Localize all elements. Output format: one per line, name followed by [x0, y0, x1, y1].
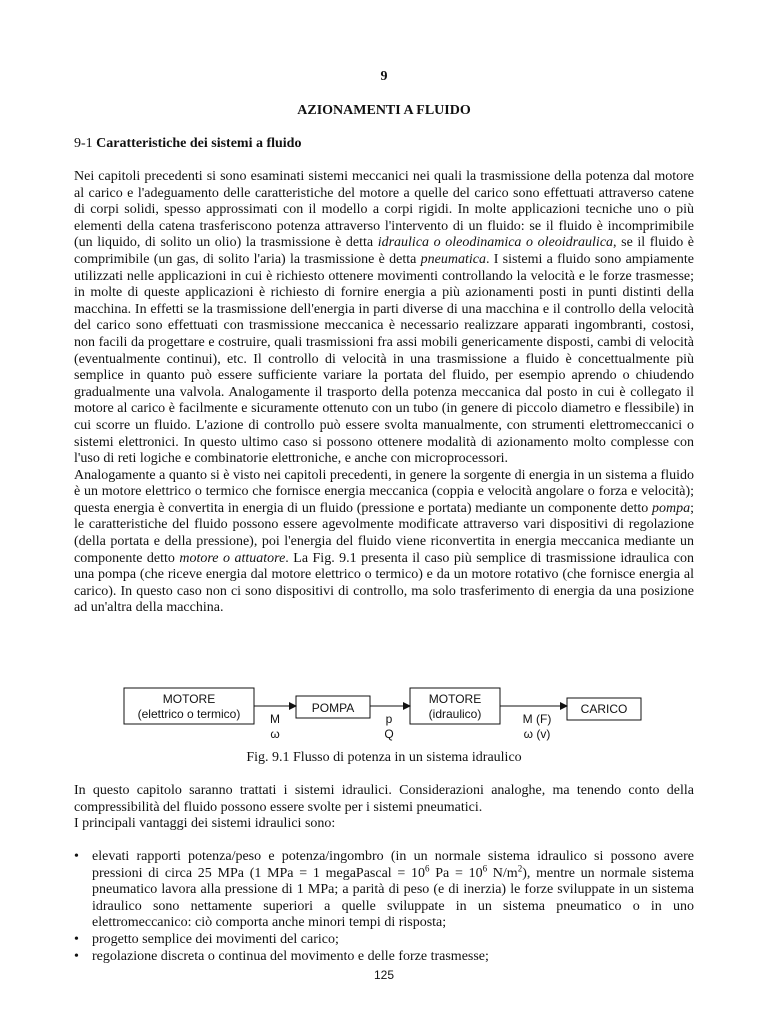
label-flow-rate: Q [384, 727, 394, 741]
text-run: Pa = 10 [429, 865, 483, 881]
figure-caption: Fig. 9.1 Flusso di potenza in un sistema idraulico [246, 750, 522, 765]
section-title: Caratteristiche dei sistemi a fluido [96, 136, 302, 151]
superscript: 6 [425, 862, 430, 873]
text-run: regolazione discreta o continua del movimento e delle forze trasmesse; [92, 948, 489, 964]
text-run: I principali vantaggi dei sistemi idraulici sono: [74, 816, 336, 832]
bullet-symbol: • [74, 948, 79, 964]
paragraph-chapter-scope [74, 783, 694, 833]
chapter-number: 9 [380, 69, 388, 84]
text-run-italic: pompa [651, 500, 691, 516]
list-item [74, 849, 694, 932]
text-run: elevati rapporti potenza/peso e potenza/ingombro (in un normale sistema idraulico si possono avere pressioni di circa 25 MPa (1 MPa = 1 megaPascal = 10 [92, 849, 694, 881]
box-electric-motor-subtitle: (elettrico o termico) [137, 707, 241, 721]
text-run: . La Fig. 9.1 presenta il caso più semplice di trasmissione idraulica con una pompa (che riceve energia dal motore elettrico o termico) e da un motore rotativo (che fornisce energia al carico). In questo caso non ci sono dispositivi di controllo, ma solo trasferimento di energia da una posizione ad un'altra della macchina. [74, 550, 694, 616]
text-run: Analogamente a quanto si è visto nei capitoli precedenti, in genere la sorgente di energia in un sistema a fluido è un motore elettrico o termico che fornisce energia meccanica (coppia e velocità angolare o forza e velocità); questa energia è convertita in energia di un fluido (pressione e portata) mediante un componente detto [74, 467, 694, 516]
text-run: In questo capitolo saranno trattati i sistemi idraulici. Considerazioni analoghe, ma tenendo conto della compressibilità del fluido possono essere svolte per i sistemi pneumatici. [74, 783, 694, 815]
label-output-velocity: ω (v) [523, 727, 551, 741]
list-item [74, 949, 694, 966]
box-pump-label: POMPA [311, 701, 355, 715]
bullet-symbol: • [74, 849, 79, 864]
advantages-list [74, 849, 694, 965]
superscript: 2 [517, 862, 523, 873]
box-load-label: CARICO [580, 702, 628, 716]
box-hydraulic-motor-title: MOTORE [428, 692, 482, 706]
power-flow-diagram [0, 685, 768, 745]
text-run: progetto semplice dei movimenti del carico; [92, 931, 339, 947]
section-heading [74, 136, 301, 152]
text-run-italic: motore o attuatore [179, 550, 286, 566]
text-run: Nei capitoli precedenti si sono esaminati sistemi meccanici nei quali la trasmissione della potenza dal motore al carico e l'adeguamento delle caratteristiche del motore a quelle del carico sono effettuati attraverso catene di corpi solidi, spesso approssimati con il modello a corpi rigidi. In molte applicazioni tecniche uno o più elementi della catena trasferiscono potenza attraverso l'intervento di un fluido: se il fluido è incomprimibile (un liquido, di solito un olio) la trasmissione è detta [74, 169, 694, 251]
page-number: 125 [373, 968, 395, 982]
bullet-symbol: • [74, 931, 79, 947]
text-run: ), mentre un normale sistema pneumatico lavora alla pressione di 1 MPa; a parità di peso (e di inerzia) le forze sviluppate in un sistema idraulico sono nettamente superiori a quelle sviluppate in un sistema pneumatico o in uno elettromeccanico: ciò comporta anche minori tempi di risposta; [92, 865, 694, 931]
text-run: , se il fluido è comprimibile (un gas, di solito l'aria) la trasmissione è detta [74, 235, 695, 267]
text-run-italic: idraulica o oleodinamica o oleoidraulica [377, 235, 614, 251]
text-run: N/m [487, 865, 518, 881]
paragraph-intro [74, 169, 694, 617]
superscript: 6 [482, 862, 488, 873]
text-run: ; le caratteristiche del fluido possono essere agevolmente modificate attraverso vari dispositivi di regolazione (della portata e della pressione), poi l'energia del fluido viene riconvertita in energia meccanica mediante un componente detto [74, 500, 694, 566]
list-item [74, 932, 694, 949]
label-pressure: p [385, 712, 393, 726]
label-angular-velocity: ω [270, 727, 280, 741]
text-run-italic: pneumatica [420, 251, 486, 267]
section-number: 9-1 [74, 136, 93, 151]
box-electric-motor-title: MOTORE [162, 692, 216, 706]
box-hydraulic-motor-subtitle: (idraulico) [428, 707, 482, 721]
text-run: . I sistemi a fluido sono ampiamente utilizzati nelle applicazioni in cui è richiesto ottenere movimenti controllando la velocità e le forze trasmesse; in molte di queste applicazioni è richiesto di fornire energia a più azionamenti posti in punti distinti della macchina. In effetti se la trasmissione dell'energia in parti diverse di una macchina e il controllo della velocità del carico sono effettuati con trasmissione meccanica è necessario realizzare apparati ingombranti, costosi, non facili da progettare e costruire, quali trasmissioni fra assi mobili genericamente disposti, cambi di velocità (eventualmente continui), etc. Il controllo di velocità in una trasmissione a fluido è concettualmente più semplice in quanto può essere sufficiente variare la portata del fluido, per esempio aprendo o chiudendo gradualmente una valvola. Analogamente il trasporto della potenza meccanica dal posto in cui è collegato il motore al carico è facilmente e sicuramente ottenuto con un tubo (in genere di piccolo diametro e flessibile) in cui scorre un fluido. L'azione di controllo può essere svolta manualmente, con strumenti elettromeccanici o sistemi elettronici. In questo ultimo caso si possono ottenere modalità di azionamento molto complesse con l'uso di reti logiche e combinatorie elettroniche, e anche con microprocessori. [74, 251, 694, 467]
chapter-title: AZIONAMENTI A FLUIDO [297, 103, 471, 118]
label-torque: M [270, 712, 280, 726]
label-output-torque: M (F) [522, 712, 552, 726]
